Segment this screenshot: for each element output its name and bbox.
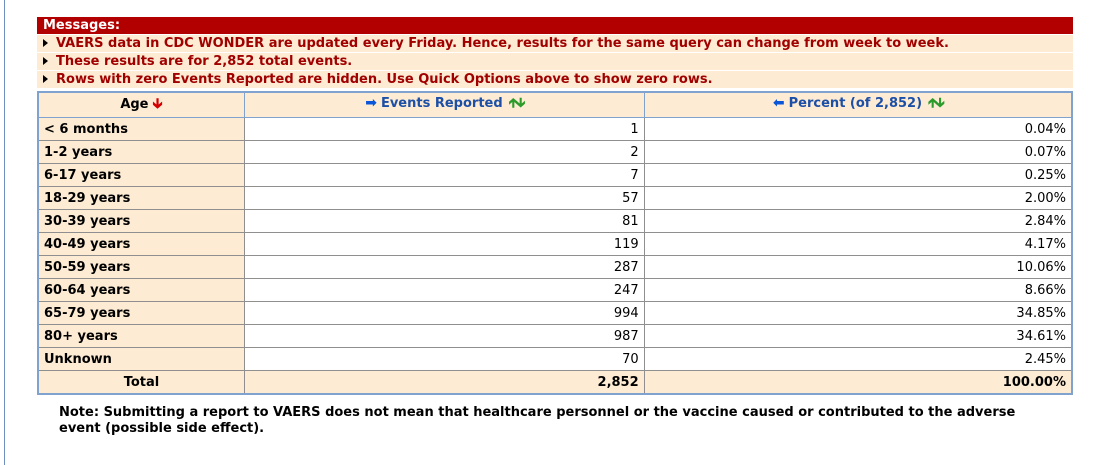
red-down-arrow-icon[interactable]: 🡳: [152, 96, 163, 112]
percent-cell: 34.61%: [644, 325, 1072, 348]
events-cell: 994: [244, 302, 644, 325]
table-row: [38, 256, 1072, 279]
bullet-triangle-icon: [43, 75, 48, 83]
messages-header: Messages:: [37, 17, 1073, 34]
age-cell: 65-79 years: [38, 302, 244, 325]
percent-cell: 0.04%: [644, 118, 1072, 141]
table-header-row: [38, 92, 1072, 118]
age-cell: 18-29 years: [38, 187, 244, 210]
percent-cell: 2.84%: [644, 210, 1072, 233]
events-cell: 57: [244, 187, 644, 210]
age-cell: 40-49 years: [38, 233, 244, 256]
percent-cell: 34.85%: [644, 302, 1072, 325]
column-header-events-reported[interactable]: [244, 92, 644, 118]
age-cell: Unknown: [38, 348, 244, 371]
table-row: [38, 210, 1072, 233]
total-events-cell: 2,852: [244, 371, 644, 395]
table-row: [38, 164, 1072, 187]
table-row: [38, 279, 1072, 302]
message-line-total-events: [37, 53, 1073, 70]
message-text: These results are for 2,852 total events.: [56, 54, 353, 69]
age-cell: < 6 months: [38, 118, 244, 141]
percent-cell: 0.25%: [644, 164, 1072, 187]
message-line-zero-rows: [37, 71, 1073, 88]
total-percent-cell: 100.00%: [644, 371, 1072, 395]
blue-right-arrow-icon[interactable]: ➡: [365, 95, 377, 111]
percent-cell: 2.45%: [644, 348, 1072, 371]
age-cell: 6-17 years: [38, 164, 244, 187]
total-label-cell: Total: [38, 371, 244, 395]
age-cell: 1-2 years: [38, 141, 244, 164]
message-text: VAERS data in CDC WONDER are updated every Friday. Hence, results for the same query can change from week to week.: [56, 36, 949, 51]
page-left-rule: [4, 0, 5, 465]
green-up-down-arrows-icon[interactable]: 🡱🡳: [508, 96, 524, 111]
events-cell: 287: [244, 256, 644, 279]
events-cell: 247: [244, 279, 644, 302]
table-total-row: [38, 371, 1072, 395]
disclaimer-note: Note: Submitting a report to VAERS does not mean that healthcare personnel or the vaccine caused or contributed to the adverse event (possible side effect).: [59, 405, 1016, 436]
table-row: [38, 325, 1072, 348]
events-cell: 81: [244, 210, 644, 233]
table-row: [38, 302, 1072, 325]
column-header-percent[interactable]: [644, 92, 1072, 118]
column-header-events-label[interactable]: Events Reported: [380, 96, 503, 111]
events-cell: 70: [244, 348, 644, 371]
column-header-age[interactable]: [38, 92, 244, 118]
table-row: [38, 233, 1072, 256]
percent-cell: 10.06%: [644, 256, 1072, 279]
events-cell: 2: [244, 141, 644, 164]
percent-cell: 4.17%: [644, 233, 1072, 256]
events-cell: 987: [244, 325, 644, 348]
percent-cell: 8.66%: [644, 279, 1072, 302]
blue-left-arrow-icon[interactable]: ⬅: [772, 95, 785, 111]
events-cell: 7: [244, 164, 644, 187]
events-cell: 1: [244, 118, 644, 141]
bullet-triangle-icon: [43, 39, 48, 47]
age-cell: 60-64 years: [38, 279, 244, 302]
percent-cell: 0.07%: [644, 141, 1072, 164]
age-cell: 30-39 years: [38, 210, 244, 233]
message-text: Rows with zero Events Reported are hidden. Use Quick Options above to show zero rows.: [56, 72, 713, 87]
green-up-down-arrows-icon[interactable]: 🡱🡳: [928, 96, 943, 111]
age-cell: 80+ years: [38, 325, 244, 348]
table-row: [38, 187, 1072, 210]
age-cell: 50-59 years: [38, 256, 244, 279]
table-row: [38, 141, 1072, 164]
column-header-percent-label[interactable]: Percent (of 2,852): [788, 96, 923, 111]
table-row: [38, 118, 1072, 141]
results-container: [37, 17, 1073, 395]
bullet-triangle-icon: [43, 57, 48, 65]
results-table: [37, 91, 1073, 395]
percent-cell: 2.00%: [644, 187, 1072, 210]
table-row: [38, 348, 1072, 371]
events-cell: 119: [244, 233, 644, 256]
message-line-update-schedule: [37, 35, 1073, 52]
column-header-age-label: Age: [120, 97, 149, 112]
